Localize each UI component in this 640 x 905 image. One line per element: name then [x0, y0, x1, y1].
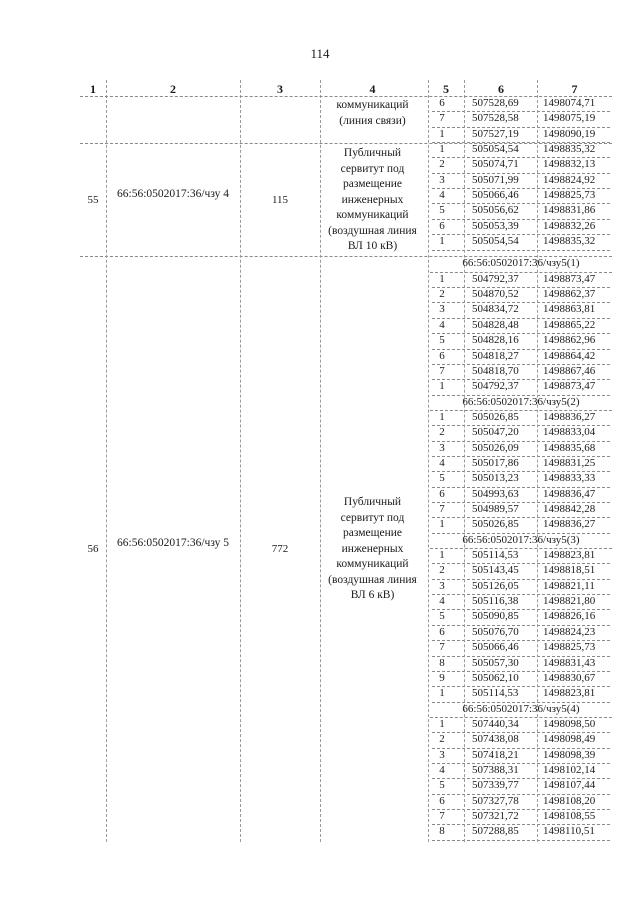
- coordinate-x: 505116,38: [472, 595, 519, 608]
- column-header: 6: [498, 82, 504, 96]
- coordinate-y: 1498832,13: [543, 158, 596, 171]
- coordinate-y: 1498831,25: [543, 456, 596, 469]
- coordinate-x: 505062,10: [472, 671, 519, 684]
- coordinate-y: 1498833,33: [543, 472, 596, 485]
- coordinate-y: 1498107,44: [543, 779, 596, 792]
- coordinate-x: 505076,70: [472, 625, 519, 638]
- coordinate-x: 504993,63: [472, 487, 519, 500]
- page-number: 114: [310, 46, 330, 61]
- coordinate-y: 1498074,71: [543, 97, 596, 109]
- coordinate-y: 1498098,50: [543, 717, 596, 730]
- point-number: 7: [439, 810, 445, 822]
- purpose-continuation: коммуникаций (линия связи): [336, 99, 409, 127]
- coordinate-x: 505074,71: [472, 158, 519, 171]
- coordinate-x: 507440,34: [472, 717, 519, 730]
- coordinate-x: 504989,57: [472, 503, 519, 515]
- point-number: 5: [439, 779, 445, 792]
- column-header: 1: [90, 82, 96, 96]
- coordinate-x: 504870,52: [472, 288, 519, 301]
- point-number: 1: [439, 549, 445, 562]
- point-number: 8: [439, 825, 445, 838]
- column-header: 3: [277, 82, 283, 96]
- point-number: 5: [439, 204, 445, 217]
- coordinate-y: 1498836,47: [543, 487, 596, 500]
- coordinate-y: 1498873,47: [543, 272, 596, 285]
- coordinate-x: 507528,58: [472, 112, 519, 125]
- point-number: 6: [439, 97, 445, 109]
- coordinate-y: 1498823,81: [543, 549, 596, 562]
- coordinate-y: 1498831,43: [543, 656, 596, 669]
- coordinate-x: 504818,70: [472, 364, 519, 377]
- coordinate-y: 1498110,51: [543, 825, 595, 838]
- coordinate-x: 505066,46: [472, 189, 519, 202]
- coordinate-y: 1498825,73: [543, 189, 596, 202]
- coordinate-x: 507288,85: [472, 825, 519, 838]
- coordinate-x: 504818,27: [472, 349, 519, 362]
- coordinate-x: 504828,16: [472, 334, 519, 347]
- point-number: 2: [439, 288, 445, 301]
- coordinate-y: 1498835,32: [543, 143, 596, 156]
- coordinate-y: 1498075,19: [543, 112, 596, 125]
- area-value: 115: [271, 194, 289, 207]
- point-number: 2: [439, 158, 445, 171]
- coordinate-y: 1498825,73: [543, 641, 596, 654]
- point-number: 8: [439, 656, 445, 669]
- coordinate-x: 505071,99: [472, 173, 519, 186]
- coordinate-x: 504834,72: [472, 303, 519, 316]
- point-number: 1: [439, 717, 445, 730]
- coordinate-x: 505026,09: [472, 441, 519, 454]
- coordinate-y: 1498826,16: [543, 610, 596, 623]
- point-number: 7: [439, 364, 445, 377]
- point-number: 6: [439, 487, 445, 500]
- point-number: 4: [439, 318, 445, 331]
- coordinate-x: 507321,72: [472, 810, 519, 822]
- coordinate-x: 507388,31: [472, 763, 519, 776]
- coordinate-y: 1498108,20: [543, 794, 596, 807]
- point-number: 1: [439, 272, 445, 285]
- coordinate-y: 1498824,92: [543, 173, 596, 186]
- purpose-text: Публичный сервитут под размещение инженерных коммуникаций (воздушная линия ВЛ 10 кВ): [328, 147, 417, 253]
- record-number: 55: [87, 194, 99, 207]
- cadastral-number: 66:56:0502017:36/чзу 4: [117, 188, 229, 201]
- coordinate-y: 1498867,46: [543, 364, 596, 377]
- coordinate-y: 1498836,27: [543, 518, 596, 531]
- coordinate-x: 507438,08: [472, 733, 519, 746]
- coordinate-y: 1498863,81: [543, 303, 596, 316]
- coordinate-y: 1498864,42: [543, 349, 596, 362]
- point-number: 1: [439, 687, 445, 700]
- coordinate-x: 507418,21: [472, 748, 519, 761]
- area-value: 772: [271, 543, 289, 556]
- point-number: 3: [439, 173, 445, 186]
- point-number: 2: [439, 426, 445, 439]
- point-number: 1: [439, 235, 445, 248]
- point-number: 6: [439, 349, 445, 362]
- coordinate-y: 1498833,04: [543, 426, 596, 439]
- part-label: 66:56:0502017:36/чзу5(1): [462, 257, 580, 270]
- coordinate-y: 1498098,49: [543, 733, 596, 746]
- point-number: 5: [439, 334, 445, 347]
- coordinate-x: 507527,19: [472, 127, 519, 140]
- coordinate-x: 505114,53: [472, 549, 519, 562]
- coordinate-x: 505126,05: [472, 579, 519, 592]
- point-number: 7: [439, 641, 445, 654]
- point-number: 2: [439, 733, 445, 746]
- column-header: 7: [571, 82, 578, 96]
- point-number: 6: [439, 794, 445, 807]
- coordinate-y: 1498823,81: [543, 687, 596, 700]
- point-number: 6: [439, 219, 445, 232]
- coordinate-x: 505026,85: [472, 518, 519, 531]
- point-number: 1: [439, 410, 445, 423]
- coordinate-x: 505017,86: [472, 456, 519, 469]
- coordinate-y: 1498090,19: [543, 127, 596, 140]
- coordinate-x: 505143,45: [472, 564, 519, 577]
- point-number: 7: [439, 503, 445, 515]
- point-number: 9: [439, 671, 445, 684]
- coordinate-x: 507528,69: [472, 97, 519, 109]
- coordinate-y: 1498832,26: [543, 219, 596, 232]
- coordinate-x: 505053,39: [472, 219, 519, 232]
- coordinate-x: 505114,53: [472, 687, 519, 700]
- coordinate-x: 505056,62: [472, 204, 519, 217]
- point-number: 4: [439, 456, 445, 469]
- point-number: 5: [439, 610, 445, 623]
- point-number: 1: [439, 127, 445, 140]
- coordinate-x: 505057,30: [472, 656, 519, 669]
- part-label: 66:56:0502017:36/чзу5(3): [462, 533, 580, 546]
- coordinate-y: 1498824,23: [543, 625, 596, 638]
- coordinate-x: 505047,20: [472, 426, 519, 439]
- point-number: 1: [439, 143, 445, 156]
- coordinate-x: 507327,78: [472, 794, 519, 807]
- point-number: 3: [439, 579, 445, 592]
- coordinate-x: 505066,46: [472, 641, 519, 654]
- coordinate-y: 1498831,86: [543, 204, 596, 217]
- coordinate-y: 1498835,32: [543, 235, 596, 248]
- coordinate-y: 1498821,11: [543, 579, 595, 592]
- coordinate-x: 505026,85: [472, 410, 519, 423]
- column-header: 2: [170, 82, 176, 96]
- purpose-text: Публичный сервитут под размещение инженерных коммуникаций (воздушная линия ВЛ 6 кВ): [328, 496, 417, 602]
- coordinate-y: 1498830,67: [543, 671, 596, 684]
- point-number: 4: [439, 595, 445, 608]
- coordinate-y: 1498098,39: [543, 748, 596, 761]
- column-header: 4: [369, 82, 376, 96]
- coordinate-y: 1498835,68: [543, 441, 596, 454]
- coordinate-x: 504792,37: [472, 272, 519, 285]
- part-label: 66:56:0502017:36/чзу5(4): [462, 702, 580, 715]
- coordinate-x: 505013,23: [472, 472, 519, 485]
- coordinate-x: 505090,85: [472, 610, 519, 623]
- point-number: 3: [439, 303, 445, 316]
- coordinate-y: 1498108,55: [543, 810, 596, 822]
- coordinate-y: 1498102,14: [543, 763, 596, 776]
- coordinate-y: 1498873,47: [543, 380, 596, 393]
- coordinate-y: 1498862,96: [543, 334, 596, 347]
- coordinate-y: 1498818,51: [543, 564, 596, 577]
- point-number: 7: [439, 112, 445, 125]
- coordinate-x: 504792,37: [472, 380, 519, 393]
- coordinate-x: 505054,54: [472, 235, 519, 248]
- point-number: 3: [439, 748, 445, 761]
- point-number: 1: [439, 380, 445, 393]
- coordinate-y: 1498836,27: [543, 410, 596, 423]
- coordinate-x: 505054,54: [472, 143, 519, 156]
- column-header: 5: [443, 82, 449, 96]
- point-number: 6: [439, 625, 445, 638]
- point-number: 2: [439, 564, 445, 577]
- record-number: 56: [87, 543, 99, 556]
- coordinate-y: 1498842,28: [543, 503, 596, 515]
- coordinate-y: 1498865,22: [543, 318, 596, 331]
- part-label: 66:56:0502017:36/чзу5(2): [462, 395, 580, 408]
- coordinate-y: 1498821,80: [543, 595, 596, 608]
- coordinate-x: 507339,77: [472, 779, 519, 792]
- point-number: 4: [439, 763, 445, 776]
- point-number: 3: [439, 441, 445, 454]
- point-number: 1: [439, 518, 445, 531]
- coordinate-x: 504828,48: [472, 318, 519, 331]
- point-number: 4: [439, 189, 445, 202]
- point-number: 5: [439, 472, 445, 485]
- cadastral-number: 66:56:0502017:36/чзу 5: [117, 537, 229, 550]
- coordinate-y: 1498862,37: [543, 288, 596, 301]
